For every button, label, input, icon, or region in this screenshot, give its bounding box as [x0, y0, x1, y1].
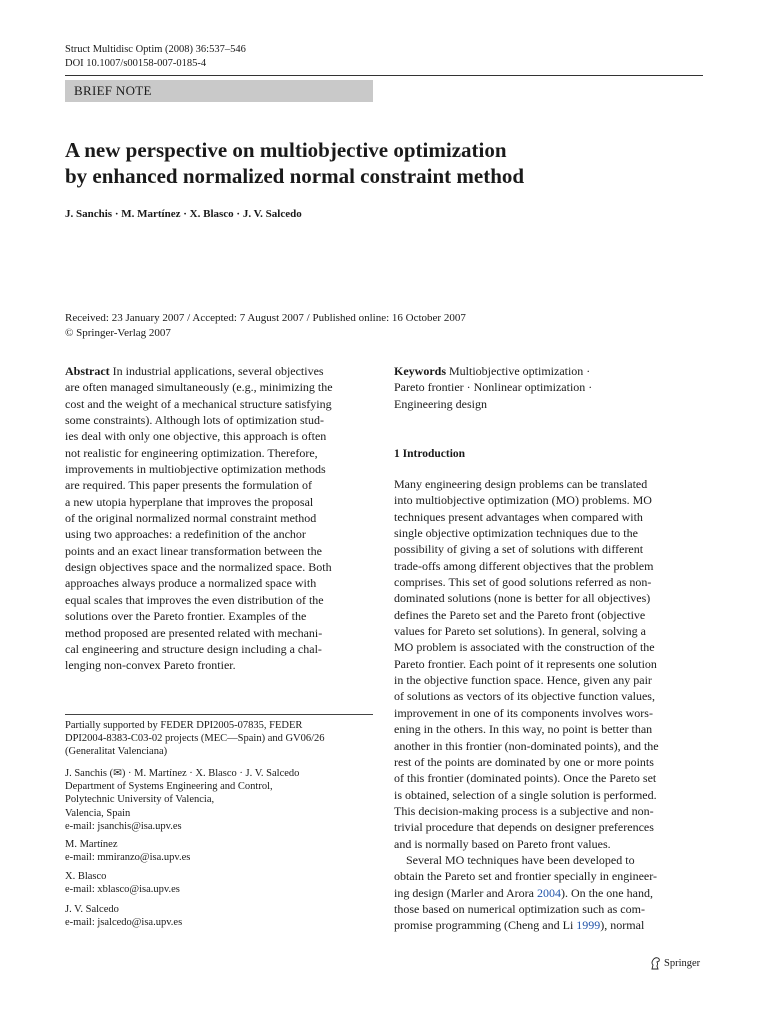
funding-note: Partially supported by FEDER DPI2005-07835, FEDER DPI2004-8383-C03-02 projects (MEC—Spain) and GV06/26 (Generalitat Valenciana)	[65, 720, 325, 758]
email-link[interactable]: e-mail: xblasco@isa.upv.es	[65, 884, 180, 896]
abstract-line: Abstract In industrial applications, several objectives	[65, 364, 324, 378]
abstract-line: approaches always produce a normalized space with	[65, 576, 317, 591]
keywords-line: Keywords Multiobjective optimization ·	[394, 364, 591, 378]
abstract-label: Abstract	[65, 364, 110, 378]
section-heading: 1 Introduction	[394, 448, 466, 460]
header-rule	[65, 75, 703, 76]
abstract-line: using two approaches: a redefinition of the anchor	[65, 527, 306, 542]
affiliation-blasco: X. Blasco e-mail: xblasco@isa.upv.es	[65, 870, 375, 896]
doi[interactable]: DOI 10.1007/s00158-007-0185-4	[65, 58, 207, 69]
abstract-line: lenging non-convex Pareto frontier.	[65, 658, 236, 673]
affiliation-salcedo: J. V. Salcedo e-mail: jsalcedo@isa.upv.es	[65, 903, 375, 929]
abstract-line: are required. This paper presents the formulation of	[65, 478, 313, 493]
affiliation-martinez: M. Martínez e-mail: mmiranzo@isa.upv.es	[65, 838, 375, 864]
keywords-label: Keywords	[394, 364, 446, 378]
abstract-line: solutions over the Pareto frontier. Examples of the	[65, 609, 307, 624]
abstract-line: not realistic for engineering optimization. Therefore,	[65, 445, 318, 460]
abstract-line: equal scales that improves the even distribution of the	[65, 592, 324, 607]
citation-link[interactable]: 1999	[576, 918, 601, 933]
keywords	[394, 363, 703, 412]
abstract-line: points and an exact linear transformation between the	[65, 543, 322, 558]
copyright-line: © Springer-Verlag 2007	[65, 327, 171, 339]
springer-horse-icon	[650, 957, 661, 970]
title-line-2: by enhanced normalized normal constraint method	[65, 164, 525, 188]
abstract-line: are often managed simultaneously (e.g., minimizing the	[65, 380, 333, 395]
abstract-line: a new utopia hyperplane that improves the proposal	[65, 494, 314, 509]
author-list: J. Sanchis · M. Martínez · X. Blasco · J. V. Salcedo	[65, 208, 302, 220]
publisher-name: Springer	[664, 958, 701, 969]
keywords-line: Engineering design	[394, 396, 487, 411]
dates-line: Received: 23 January 2007 / Accepted: 7 August 2007 / Published online: 16 October 2007	[65, 312, 466, 324]
abstract-line: method proposed are presented related with mechani-	[65, 625, 323, 640]
citation-link[interactable]: 2004	[536, 885, 561, 900]
keywords-line: Pareto frontier · Nonlinear optimization ·	[394, 380, 593, 395]
paper-title	[65, 137, 685, 189]
email-link[interactable]: e-mail: mmiranzo@isa.upv.es	[65, 852, 191, 864]
abstract-line: of the original normalized normal constraint method	[65, 511, 317, 526]
email-link[interactable]: e-mail: jsanchis@isa.upv.es	[65, 820, 182, 832]
abstract	[65, 363, 374, 674]
title-line-1: A new perspective on multiobjective optimization	[65, 138, 507, 162]
abstract-line: cost and the weight of a mechanical structure satisfying	[65, 396, 332, 411]
abstract-line: cal engineering and structure design including a chal-	[65, 641, 322, 656]
email-link[interactable]: e-mail: jsalcedo@isa.upv.es	[65, 917, 183, 929]
abstract-line: improvements in multiobjective optimization methods	[65, 462, 326, 477]
journal-citation: Struct Multidisc Optim (2008) 36:537–546	[65, 44, 246, 55]
section-tag: BRIEF NOTE	[65, 80, 373, 102]
publisher-logo	[650, 957, 700, 970]
abstract-line: ies deal with only one objective, this approach is often	[65, 429, 327, 444]
footnote-rule	[65, 714, 373, 715]
affiliation-primary: J. Sanchis (✉) · M. Martínez · X. Blasco · J. V. Salcedo Department of Systems Engineering and Control, Polytechnic University of Valencia, Valencia, Spain e-mail: jsanchis@isa.upv.es	[65, 767, 375, 833]
abstract-line: design objectives space and the normalized space. Both	[65, 560, 332, 575]
abstract-line: some constraints). Although lots of optimization stud-	[65, 413, 324, 428]
publication-dates	[65, 311, 466, 341]
intro-paragraph-1: Many engineering design problems can be translated into multiobjective optimization (MO) problems. MO techniques present advantages when compared with single objective optimization techniques due to the possibility of giving a set of solutions with different trade-offs among different objectives that the problem comprises. This set of good solutions referred as non- dominated solutions (none is better for all objectives) defines the Pareto set and the Pareto front (objective values for Pareto set solutions). In general, solving a MO problem is associated with the construction of the Pareto frontier. Each point of it represents one solution in the objective function space. Hence, given any pair of solutions as vectors of its objective function values, improvement in one of its components involves wors- ening in the others. In this way, no point is better than another in this frontier (non-dominated points), and the rest of the points are dominated by one or more points of this frontier (dominated points). Once the Pareto set is obtained, selection of a single solution is performed. This decision-making process is a subjective and non- trivial procedure that depends on designer preferences and is normally based on Pareto front values. Several MO techniques have been developed to obtain the Pareto set and frontier specially in engineer- ing design (Marler and Arora 2004). On the one hand, those based on numerical optimization such as com- promise programming (Cheng and Li 1999), normal	[394, 477, 659, 933]
